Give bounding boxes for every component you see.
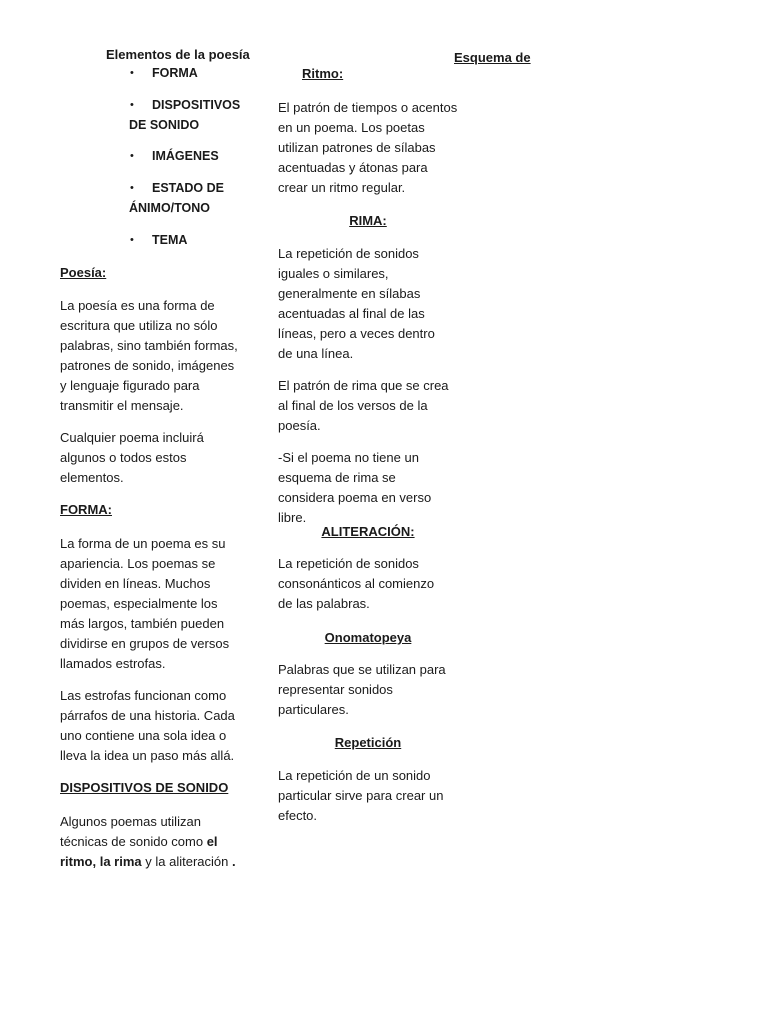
bullet: •: [130, 150, 134, 162]
bullet: •: [130, 182, 134, 194]
dispositivos-paragraph: [60, 812, 242, 872]
dispositivos-text-mid: y la aliteración: [141, 854, 232, 869]
dispositivos-heading: DISPOSITIVOS DE SONIDO: [60, 780, 229, 795]
bullet: •: [130, 99, 134, 111]
dispositivos-text-end: .: [231, 854, 236, 869]
dispositivos-text-bold: el ritmo, la rima: [60, 834, 218, 869]
repeticion-heading: Repetición: [334, 735, 402, 750]
forma-paragraph-2: Las estrofas funcionan como párrafos de una historia. Cada uno contiene una sola idea o lleva la idea un paso más allá.: [60, 688, 235, 763]
list-item-label: FORMA: [152, 66, 198, 80]
aliteracion-heading: ALITERACIÓN:: [321, 524, 415, 539]
poesia-heading: Poesía:: [60, 265, 107, 280]
elements-title: Elementos de la poesía: [106, 47, 250, 62]
poesia-paragraph-1: La poesía es una forma de escritura que utiliza no sólo palabras, sino también formas, patrones de sonido, imágenes y lenguaje figurado para transmitir el mensaje.: [60, 298, 238, 413]
onomatopeya-paragraph: Palabras que se utilizan para representar sonidos particulares.: [278, 662, 446, 717]
list-item-label: ESTADO DE: [152, 181, 224, 195]
onomatopeya-heading: Onomatopeya: [324, 630, 412, 645]
dispositivos-text-start: Algunos poemas utilizan técnicas de sonido como: [60, 814, 207, 849]
rima-paragraph-1: La repetición de sonidos iguales o similares, generalmente en sílabas acentuadas al final de las líneas, pero a veces dentro de una línea.: [278, 246, 435, 361]
list-item-label: TEMA: [152, 233, 188, 247]
forma-paragraph-1: La forma de un poema es su apariencia. Los poemas se dividen en líneas. Muchos poemas, especialmente los más largos, también pueden dividirse en grupos de versos llamados estrofas.: [60, 536, 230, 671]
ritmo-paragraph: El patrón de tiempos o acentos en un poema. Los poetas utilizan patrones de sílabas acentuadas y átonas para crear un ritmo regular.: [278, 100, 458, 195]
ritmo-heading: Ritmo:: [302, 66, 344, 81]
list-item-label-cont: DE SONIDO: [129, 118, 200, 132]
rima-paragraph-3: -Si el poema no tiene un esquema de rima se considera poema en verso libre.: [278, 450, 432, 525]
poesia-paragraph-2: Cualquier poema incluirá algunos o todos estos elementos.: [60, 430, 204, 485]
aliteracion-paragraph: La repetición de sonidos consonánticos al comienzo de las palabras.: [278, 556, 435, 611]
forma-heading: FORMA:: [60, 502, 112, 517]
list-item-label: IMÁGENES: [152, 149, 219, 163]
rima-heading: RIMA:: [349, 213, 387, 228]
repeticion-paragraph: La repetición de un sonido particular sirve para crear un efecto.: [278, 768, 444, 823]
rima-paragraph-2: El patrón de rima que se crea al final de los versos de la poesía.: [278, 378, 449, 433]
list-item-label-cont: ÁNIMO/TONO: [129, 201, 211, 215]
esquema-heading: Esquema de: [454, 50, 531, 65]
bullet: •: [130, 67, 134, 79]
list-item-label: DISPOSITIVOS: [152, 98, 241, 112]
bullet: •: [130, 234, 134, 246]
